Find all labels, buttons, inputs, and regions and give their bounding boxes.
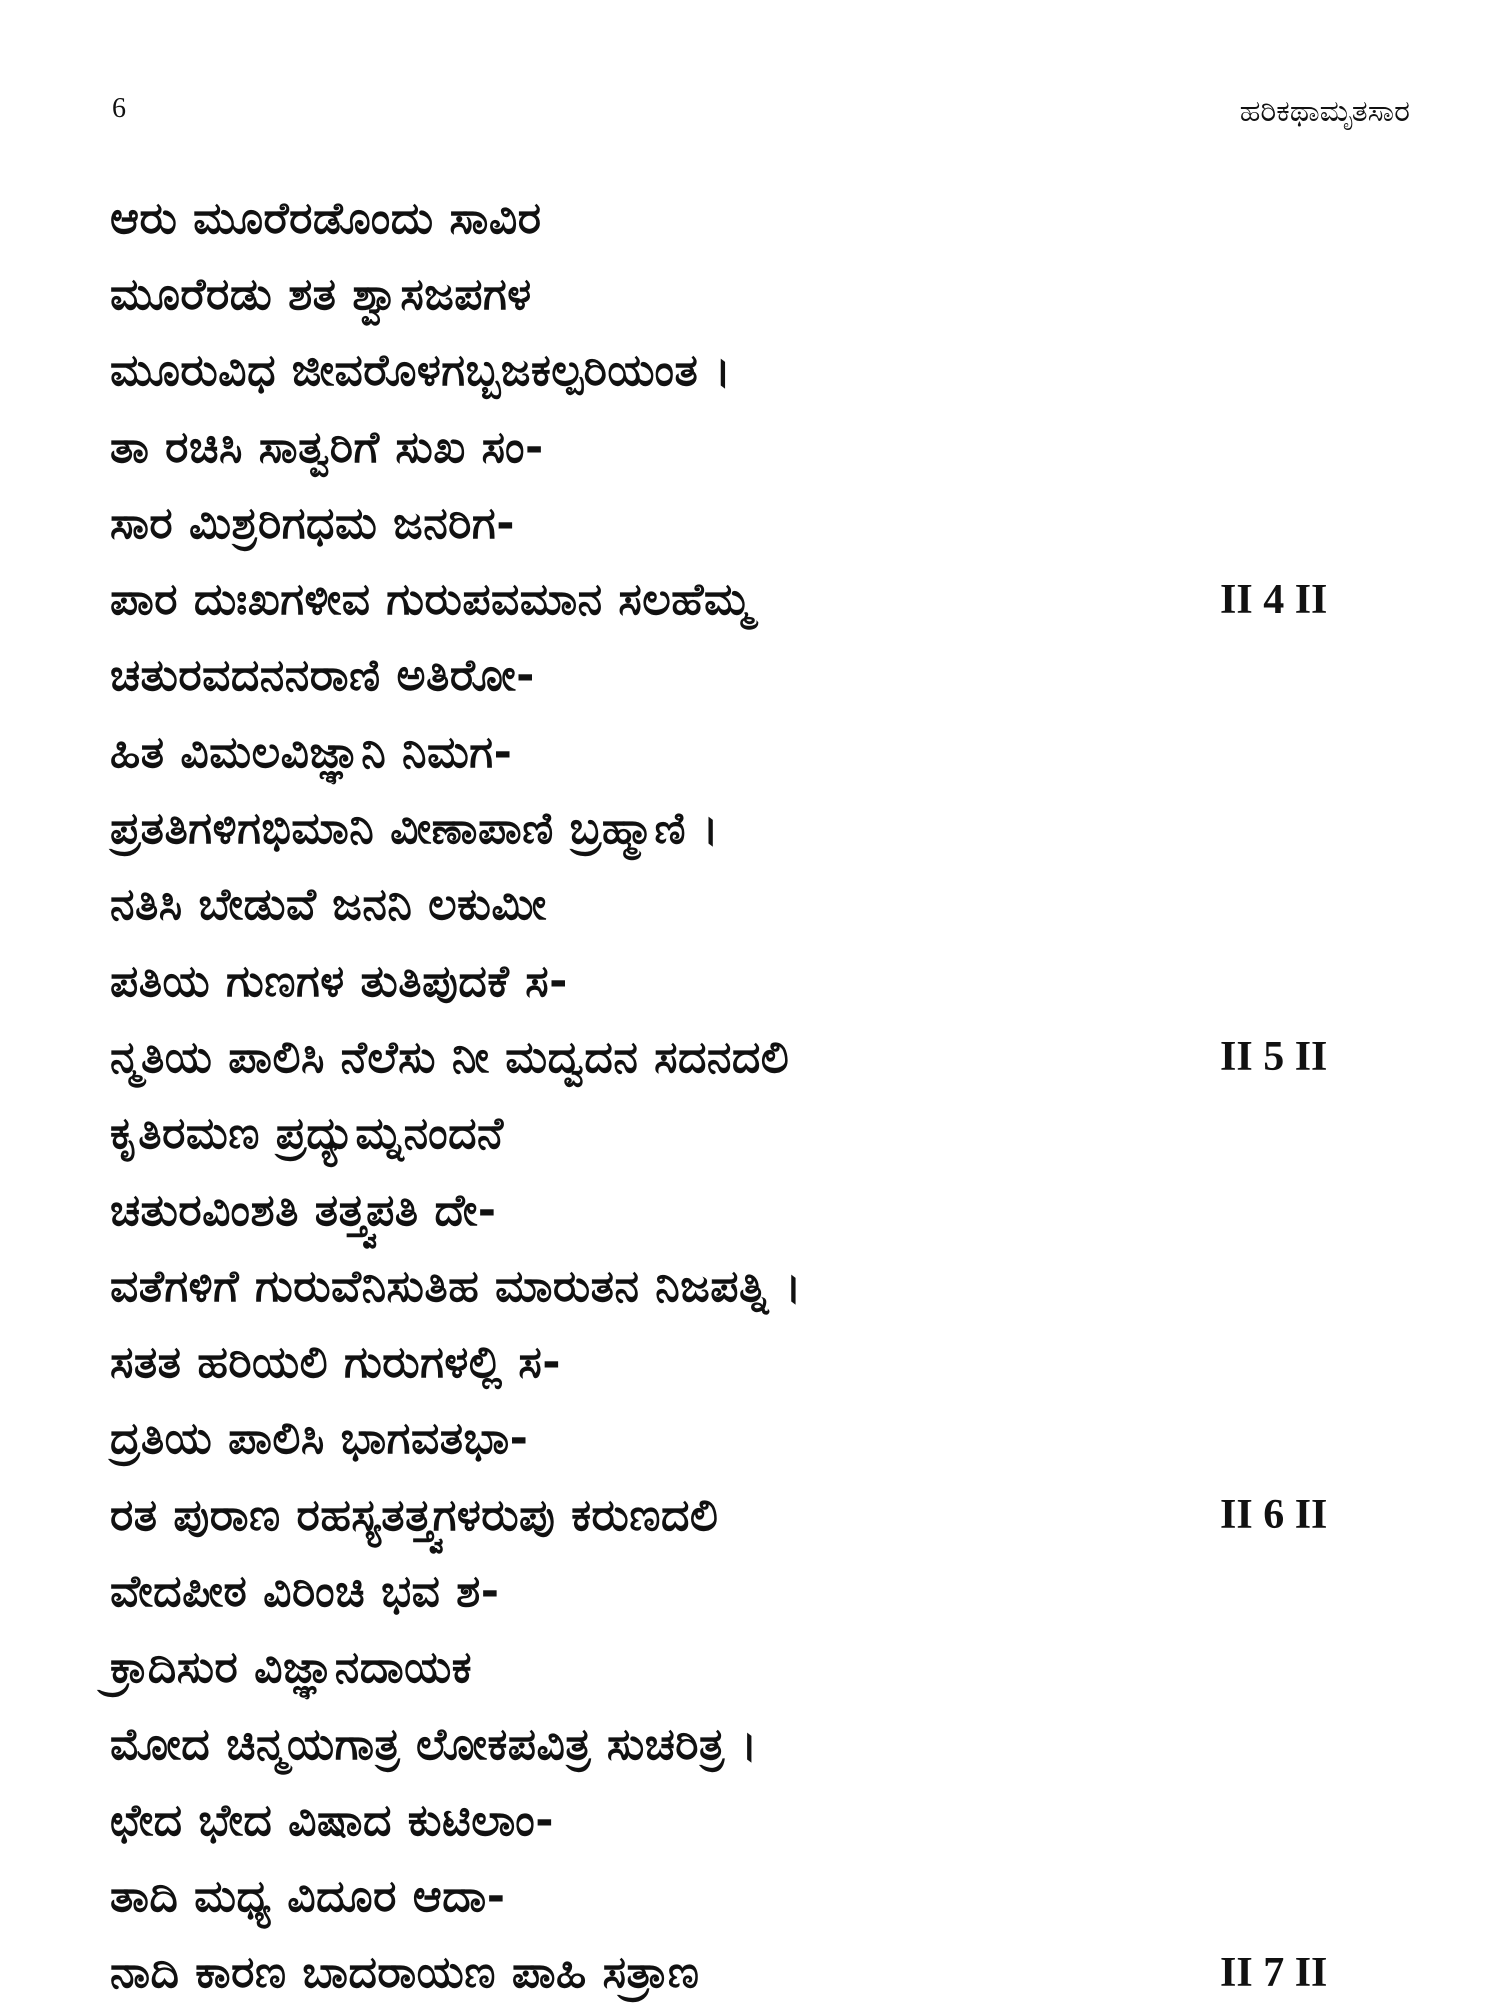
verse-line-text: ಮೋದ ಚಿನ್ಮಯಗಾತ್ರ ಲೋಕಪವಿತ್ರ ಸುಚರಿತ್ರ । bbox=[110, 1718, 758, 1770]
verse-line bbox=[110, 1553, 1400, 1629]
verse-line-text: ನ್ಮತಿಯ ಪಾಲಿಸಿ ನೆಲೆಸು ನೀ ಮದ್ವದನ ಸದನದಲಿ bbox=[110, 1031, 790, 1083]
verse-number: II 6 II bbox=[1220, 1492, 1328, 1539]
verse-number: II 4 II bbox=[1220, 576, 1328, 623]
verse-line bbox=[110, 1477, 1400, 1553]
verse-line-text: ಕೃತಿರಮಣ ಪ್ರದ್ಯುಮ್ನನಂದನೆ bbox=[110, 1108, 504, 1160]
page-number: 6 bbox=[112, 93, 126, 124]
verse-line-text: ಕ್ರಾದಿಸುರ ವಿಜ್ಞಾನದಾಯಕ bbox=[110, 1642, 473, 1694]
verse-line-text: ಮೂರುವಿಧ ಜೀವರೊಳಗಬ್ಬಜಕಲ್ಪರಿಯಂತ । bbox=[110, 345, 732, 397]
verse-line-text: ರತ ಪುರಾಣ ರಹಸ್ಯತತ್ತ್ವಗಳರುಪು ಕರುಣದಲಿ bbox=[110, 1489, 719, 1541]
verse-line bbox=[110, 561, 1400, 637]
verse-line bbox=[110, 1401, 1400, 1477]
verse-line-text: ವತೆಗಳಿಗೆ ಗುರುವೆನಿಸುತಿಹ ಮಾರುತನ ನಿಜಪತ್ನಿ । bbox=[110, 1260, 802, 1312]
verse-line bbox=[110, 714, 1400, 790]
verse-line-text: ದ್ರತಿಯ ಪಾಲಿಸಿ ಭಾಗವತಭಾ- bbox=[110, 1413, 529, 1465]
verse-line-text: ಚತುರವಿಂಶತಿ ತತ್ತ್ವಪತಿ ದೇ- bbox=[110, 1184, 497, 1236]
verse-line bbox=[110, 943, 1400, 1019]
verse-line bbox=[110, 256, 1400, 332]
verse-line bbox=[110, 333, 1400, 409]
verse-line bbox=[110, 1172, 1400, 1248]
verse-line-text: ಸಾರ ಮಿಶ್ರರಿಗಧಮ ಜನರಿಗ- bbox=[110, 497, 515, 549]
verse-line bbox=[110, 1324, 1400, 1400]
verse-line-text: ಮೂರೆರಡು ಶತ ಶ್ವಾಸಜಪಗಳ bbox=[110, 268, 532, 320]
verse-line bbox=[110, 1630, 1400, 1706]
verse-line-text: ನಾದಿ ಕಾರಣ ಬಾದರಾಯಣ ಪಾಹಿ ಸತ್ರಾಣ bbox=[110, 1947, 700, 1999]
verse-number: II 7 II bbox=[1220, 1949, 1328, 1996]
verse-number: II 5 II bbox=[1220, 1034, 1328, 1081]
verse-line bbox=[110, 485, 1400, 561]
verse-line-text: ಚತುರವದನನರಾಣಿ ಅತಿರೋ- bbox=[110, 650, 535, 702]
verse-line bbox=[110, 638, 1400, 714]
verse-line bbox=[110, 1706, 1400, 1782]
verse-line bbox=[110, 867, 1400, 943]
verse-line bbox=[110, 409, 1400, 485]
verse-line-text: ಹಿತ ವಿಮಲವಿಜ್ಞಾನಿ ನಿಮಗ- bbox=[110, 726, 513, 778]
verse-line-text: ಪತಿಯ ಗುಣಗಳ ತುತಿಪುದಕೆ ಸ- bbox=[110, 955, 568, 1007]
verse-line bbox=[110, 1096, 1400, 1172]
verse-line-text: ಪಾರ ದುಃಖಗಳೀವ ಗುರುಪವಮಾನ ಸಲಹೆಮ್ಮ bbox=[110, 574, 753, 626]
verse-line-text: ವೇದಪೀಠ ವಿರಿಂಚಿ ಭವ ಶ- bbox=[110, 1565, 500, 1617]
verse-block bbox=[110, 180, 1400, 2011]
verse-line-text: ಸತತ ಹರಿಯಲಿ ಗುರುಗಳಲ್ಲಿ ಸ- bbox=[110, 1337, 561, 1389]
running-title: ಹರಿಕಥಾಮೃತಸಾರ bbox=[1239, 94, 1410, 129]
verse-line bbox=[110, 1248, 1400, 1324]
verse-line-text: ತಾ ರಚಿಸಿ ಸಾತ್ವರಿಗೆ ಸುಖ ಸಂ- bbox=[110, 421, 544, 473]
verse-line bbox=[110, 180, 1400, 256]
verse-line-text: ಛೇದ ಭೇದ ವಿಷಾದ ಕುಟಿಲಾಂ- bbox=[110, 1794, 555, 1846]
verse-line bbox=[110, 790, 1400, 866]
verse-line-text: ನತಿಸಿ ಬೇಡುವೆ ಜನನಿ ಲಕುಮೀ bbox=[110, 879, 547, 931]
verse-line bbox=[110, 1782, 1400, 1858]
verse-line bbox=[110, 1019, 1400, 1095]
verse-line-text: ಆರು ಮೂರೆರಡೊಂದು ಸಾವಿರ bbox=[110, 192, 542, 244]
verse-line bbox=[110, 1859, 1400, 1935]
verse-line-text: ಪ್ರತತಿಗಳಿಗಭಿಮಾನಿ ವೀಣಾಪಾಣಿ ಬ್ರಹ್ಮಾಣಿ । bbox=[110, 803, 720, 855]
verse-line-text: ತಾದಿ ಮಧ್ಯ ವಿದೂರ ಆದಾ- bbox=[110, 1871, 506, 1923]
